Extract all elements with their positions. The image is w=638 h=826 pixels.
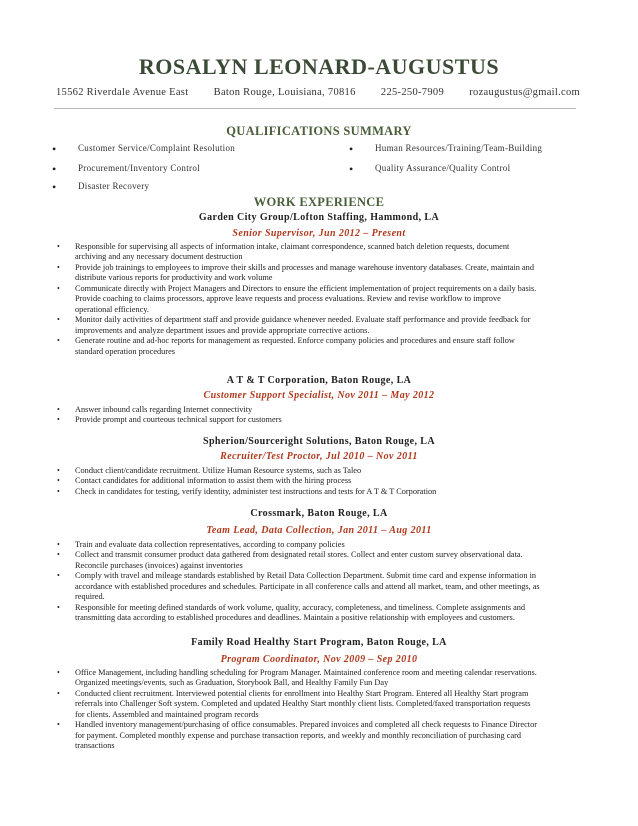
employer-name: Spherion/Sourceright Solutions, Baton Rouge, LA: [203, 436, 435, 447]
duty-line: • Generate routine and ad-hoc reports for management as requested. Enforce company policies and procedures and ensure staff follow: [57, 336, 515, 346]
bullet-icon: •: [57, 283, 60, 293]
job-duties-list: [57, 242, 603, 357]
duty-line: Organized meetings/events, such as Graduation, Storybook Ball, and Healthy Family Fun Day: [75, 678, 389, 688]
duty-line: • Responsible for meeting defined standards of work volume, quality, accuracy, completeness, and timeliness. Complete assignments and: [57, 602, 526, 612]
bullet-icon: •: [57, 571, 60, 581]
job-duties-list: [57, 668, 603, 752]
phone-number: 225-250-7909: [380, 87, 444, 98]
duty-line: accordance with established procedures and schedules. Participate in all conference calls and attend all market, team, and other meetings, as: [75, 581, 540, 591]
job-duties-list: [57, 405, 603, 426]
employer-name: A T & T Corporation, Baton Rouge, LA: [226, 375, 412, 386]
bullet-icon: •: [57, 336, 60, 346]
employer-name: Family Road Healthy Start Program, Baton Rouge, LA: [191, 637, 447, 648]
duty-line: for clients. Assembled and maintained program records: [75, 709, 259, 719]
duty-line: • Provide prompt and courteous technical support for customers: [57, 415, 282, 425]
duty-line: transmitting data according to established procedures and deadlines. Maintain a positive relationship with employees and customers.: [75, 613, 515, 623]
email-address: rozaugustus@gmail.com: [469, 87, 580, 98]
bullet-icon: •: [52, 142, 57, 156]
duty-line: • Collect and transmit consumer product data gathered from designated retail stores. Collect and enter custom survey observational data.: [57, 550, 523, 560]
bullet-icon: •: [52, 180, 57, 194]
bullet-icon: •: [57, 476, 60, 486]
duty-line: • Conducted client recruitment. Interviewed potential clients for enrollment into Healthy Start Program. Entered all Healthy Start program: [57, 688, 529, 698]
bullet-icon: •: [57, 466, 60, 475]
qualification-item: • Customer Service/Complaint Resolution: [52, 142, 236, 156]
duty-line: improvements and analyze department issues and provide appropriate corrective actions.: [75, 325, 370, 335]
job-title: Recruiter/Test Proctor, Jul 2010 – Nov 2011: [220, 451, 418, 462]
bullet-icon: •: [57, 720, 60, 730]
duty-line: required.: [75, 592, 105, 602]
duty-line: transactions: [75, 741, 115, 751]
duty-line: for payment. Completed monthly expense and purchase transaction reports, and weekly and monthly reconciliation of purchasing card: [75, 730, 522, 740]
duty-line: • Provide job trainings to employees to improve their skills and processes and manage warehouse inventory databases. Create, maintain and: [57, 262, 534, 272]
city-state-zip: Baton Rouge, Louisiana, 70816: [213, 87, 356, 98]
duty-line: distribute various reports for productivity and work volume: [75, 273, 273, 283]
duty-line: • Conduct client/candidate recruitment. Utilize Human Resource systems, such as Taleo: [57, 466, 362, 475]
candidate-name: ROSALYN LEONARD-AUGUSTUS: [138, 54, 500, 79]
duty-line: Reconcile purchases (invoices) against inventories: [75, 560, 243, 570]
duty-line: • Office Management, including handling scheduling for Program Manager. Maintained conference room and meeting calendar reservations.: [57, 668, 537, 677]
duty-line: • Communicate directly with Project Managers and Directors to ensure the efficient implementation of project requirements on a daily basis.: [57, 283, 537, 293]
bullet-icon: •: [57, 602, 60, 612]
work-experience-heading: WORK EXPERIENCE: [253, 195, 385, 209]
duty-line: • Train and evaluate data collection representatives, according to company policies: [57, 540, 345, 549]
job-title: Team Lead, Data Collection, Jan 2011 – Aug 2011: [206, 525, 432, 536]
qualification-item: • Quality Assurance/Quality Control: [349, 162, 511, 176]
duty-line: • Contact candidates for additional information to assist them with the hiring process: [57, 476, 352, 486]
bullet-icon: •: [349, 162, 354, 176]
bullet-icon: •: [57, 668, 60, 677]
contact-line: [56, 87, 580, 98]
qualifications-heading: QUALIFICATIONS SUMMARY: [226, 124, 412, 138]
duty-line: standard operation procedures: [75, 346, 175, 356]
bullet-icon: •: [57, 242, 60, 251]
bullet-icon: •: [57, 540, 60, 549]
duty-line: • Check in candidates for testing, verify identity, administer test instructions and tests for A T & T Corporation: [57, 486, 437, 496]
duty-line: referrals into Challenger Soft system. Completed and updated Healthy Start monthly client lists. Completed/faxed transportation requests: [75, 699, 531, 709]
job-duties-list: [57, 466, 603, 497]
duty-line: Provide coaching to claims processors, approve leave requests and process evaluations. Review and revise workflow to improve: [75, 294, 501, 304]
bullet-icon: •: [57, 262, 60, 272]
job-title: Customer Support Specialist, Nov 2011 – May 2012: [203, 390, 435, 401]
bullet-icon: •: [57, 315, 60, 325]
job-title: Program Coordinator, Nov 2009 – Sep 2010: [220, 654, 418, 665]
duty-line: • Answer inbound calls regarding Internet connectivity: [57, 405, 253, 414]
header-divider: [54, 108, 576, 109]
address: 15562 Riverdale Avenue East: [56, 87, 189, 98]
duty-line: operational efficiency.: [75, 304, 149, 314]
qualification-item: • Human Resources/Training/Team-Building: [349, 142, 543, 156]
job-title: Senior Supervisor, Jun 2012 – Present: [232, 228, 406, 239]
bullet-icon: •: [57, 415, 60, 425]
employer-name: Crossmark, Baton Rouge, LA: [250, 508, 388, 519]
bullet-icon: •: [57, 486, 60, 496]
duty-line: • Responsible for supervising all aspects of information intake, claimant correspondence, scanned batch deletion requests, document: [57, 242, 510, 251]
job-duties-list: [57, 540, 603, 624]
bullet-icon: •: [52, 162, 57, 176]
qualification-item: • Disaster Recovery: [52, 180, 150, 194]
bullet-icon: •: [57, 550, 60, 560]
bullet-icon: •: [349, 142, 354, 156]
duty-line: • Monitor daily activities of department staff and provide guidance whenever needed. Evaluate staff performance and provide feedback for: [57, 315, 531, 325]
qualification-item: • Procurement/Inventory Control: [52, 162, 200, 176]
duty-line: • Comply with travel and mileage standards established by Retail Data Collection Department. Submit time card and expense information in: [57, 571, 537, 581]
duty-line: • Handled inventory management/purchasing of office consumables. Prepared invoices and completed all check requests to Finance Director: [57, 720, 538, 730]
employer-name: Garden City Group/Lofton Staffing, Hammond, LA: [198, 212, 440, 223]
bullet-icon: •: [57, 688, 60, 698]
duty-line: archiving and any necessary document destruction: [75, 252, 243, 262]
bullet-icon: •: [57, 405, 60, 414]
